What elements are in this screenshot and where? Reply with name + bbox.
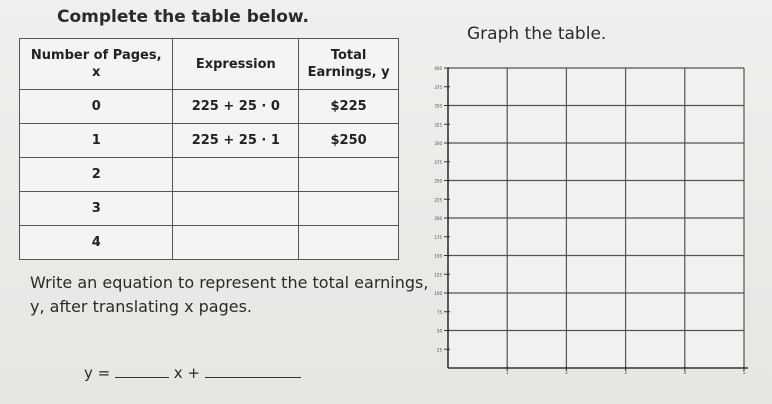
y-tick-label: 325 [434,122,442,128]
y-tick-label: 100 [434,291,442,296]
equation-lhs: y = [84,364,111,382]
header-earnings [299,39,399,90]
y-tick-label: 350 [434,103,442,109]
cell-pages: 0 [20,90,173,124]
x-tick-label: 1 [505,370,509,375]
cell-earnings: $225 [299,90,399,124]
table-header-row [20,39,399,90]
header-pages-label: Number of Pages, x [30,48,162,80]
x-tick-label: 5 [742,370,746,375]
slope-blank[interactable] [115,363,169,378]
cell-pages: 3 [20,192,173,226]
cell-expression-blank[interactable] [173,226,299,260]
y-tick-label: 300 [434,141,442,146]
header-pages [20,39,173,90]
cell-earnings-blank[interactable] [299,226,399,260]
y-tick-label: 75 [436,309,442,315]
equation-line [84,363,301,382]
y-tick-label: 400 [434,66,442,71]
graph-grid[interactable] [422,56,752,376]
x-tick-label: 4 [683,370,687,375]
cell-expression-blank[interactable] [173,158,299,192]
header-earnings-label: Total Earnings, y [307,48,390,80]
x-tick-label: 3 [624,370,627,375]
intercept-blank[interactable] [205,363,301,378]
table-row [20,158,399,192]
cell-expression: 225 + 25 · 1 [173,124,299,158]
y-tick-label: 275 [434,159,442,165]
table-row [20,192,399,226]
table-instruction-heading: Complete the table below. [57,7,309,27]
cell-pages: 1 [20,124,173,158]
x-tick-label: 2 [565,370,568,375]
cell-earnings: $250 [299,124,399,158]
cell-earnings-blank[interactable] [299,192,399,226]
cell-pages: 2 [20,158,173,192]
table-row [20,90,399,124]
cell-expression-blank[interactable] [173,192,299,226]
earnings-table [19,38,399,260]
equation-prompt: Write an equation to represent the total earnings, y, after translating x pages. [30,273,429,316]
equation-mid: x + [173,364,200,382]
y-tick-label: 50 [436,328,442,334]
table-row [20,226,399,260]
cell-expression: 225 + 25 · 0 [173,90,299,124]
y-tick-label: 250 [434,178,442,184]
y-tick-label: 175 [434,234,442,240]
y-tick-label: 150 [434,253,442,259]
y-tick-label: 375 [434,84,442,90]
y-tick-label: 125 [434,272,442,278]
header-expression [173,39,299,90]
header-expression-label: Expression [195,56,276,72]
y-tick-label: 225 [434,197,442,203]
y-tick-label: 25 [436,347,442,353]
table-row [20,124,399,158]
y-tick-label: 200 [434,216,442,221]
graph-instruction-heading: Graph the table. [467,24,607,44]
cell-earnings-blank[interactable] [299,158,399,192]
cell-pages: 4 [20,226,173,260]
